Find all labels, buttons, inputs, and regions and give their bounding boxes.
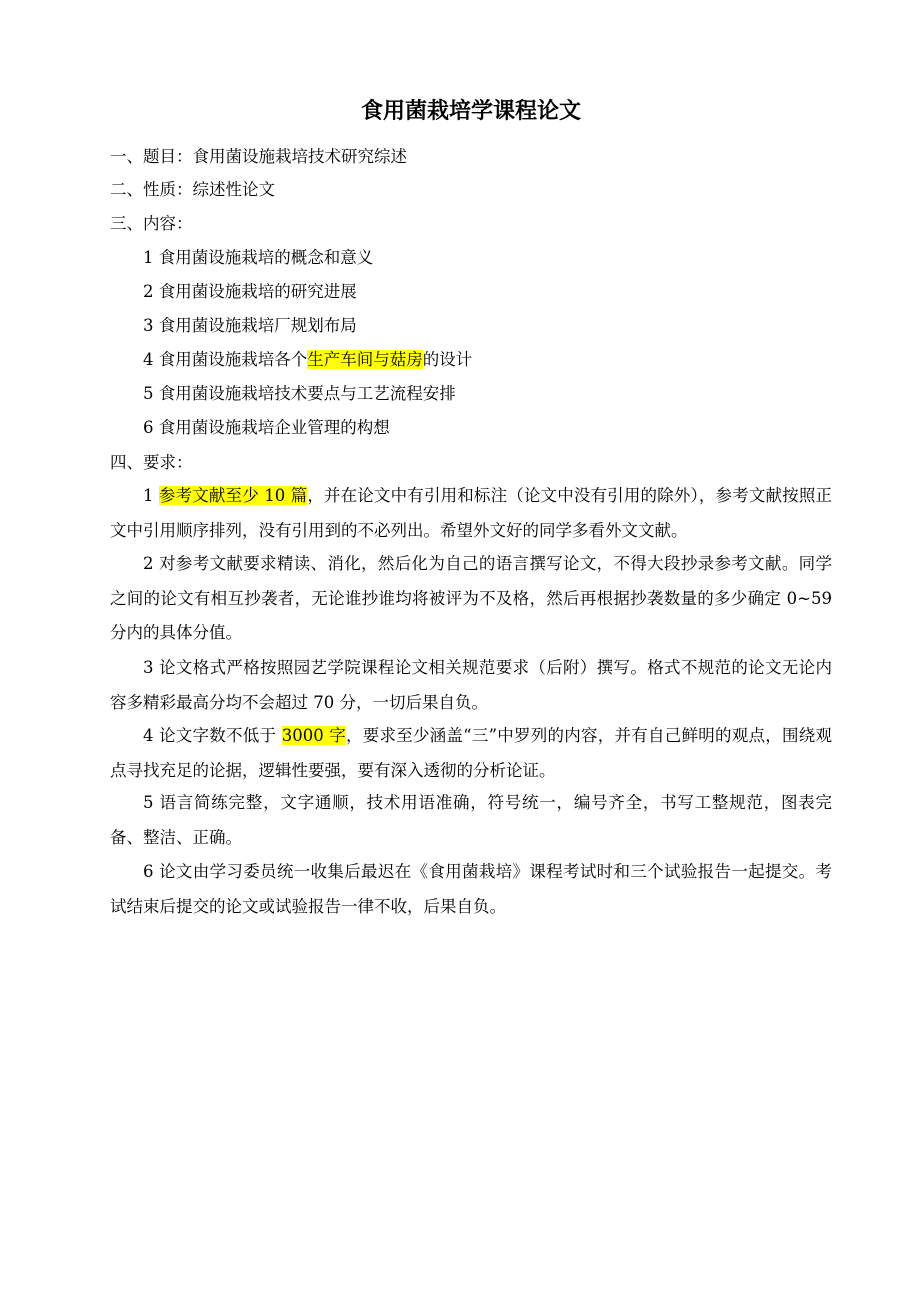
section-topic: 一、题目：食用菌设施栽培技术研究综述 xyxy=(110,147,407,166)
content-item-5: 5 食用菌设施栽培技术要点与工艺流程安排 xyxy=(143,384,456,403)
content-item-1: 1 食用菌设施栽培的概念和意义 xyxy=(143,248,374,267)
content-item-6: 6 食用菌设施栽培企业管理的构想 xyxy=(143,418,390,437)
content-item-4-pre: 4 食用菌设施栽培各个 xyxy=(143,350,308,369)
highlight-word-count: 3000 字 xyxy=(281,726,346,745)
requirement-4-pre: 4 论文字数不低于 xyxy=(143,726,282,745)
requirement-3: 3 论文格式严格按照园艺学院课程论文相关规范要求（后附）撰写。格式不规范的论文无论内容多精彩最高分均不会超过 70 分，一切后果自负。 xyxy=(110,658,832,712)
requirement-4 xyxy=(110,719,832,788)
requirement-1 xyxy=(110,479,832,548)
document-title: 食用菌栽培学课程论文 xyxy=(360,98,581,124)
highlight-references: 参考文献至少 10 篇 xyxy=(158,486,308,505)
requirement-5: 5 语言简练完整，文字通顺，技术用语准确，符号统一，编号齐全，书写工整规范，图表完备、整洁、正确。 xyxy=(110,793,832,847)
requirement-2: 2 对参考文献要求精读、消化，然后化为自己的语言撰写论文，不得大段抄录参考文献。同学之间的论文有相互抄袭者，无论谁抄谁均将被评为不及格，然后再根据抄袭数量的多少确定 0~59 分内的具体分值。 xyxy=(110,554,832,642)
highlight-production-rooms: 生产车间与菇房 xyxy=(307,350,423,369)
section-nature: 二、性质：综述性论文 xyxy=(110,180,275,199)
requirement-6: 6 论文由学习委员统一收集后最迟在《食用菌栽培》课程考试时和三个试验报告一起提交。考试结束后提交的论文或试验报告一律不收，后果自负。 xyxy=(110,862,832,916)
section-requirements-heading: 四、要求： xyxy=(110,453,193,472)
requirement-1-pre: 1 xyxy=(143,486,159,505)
requirement-4-post: ，要求至少涵盖“三”中罗列的内容，并有自己鲜明的观点，围绕观点寻找充足的论据，逻辑性要强，要有深入透彻的分析论证。 xyxy=(110,726,832,780)
content-item-2: 2 食用菌设施栽培的研究进展 xyxy=(143,282,357,301)
content-item-4-post: 的设计 xyxy=(422,350,473,369)
requirement-1-post: ，并在论文中有引用和标注（论文中没有引用的除外），参考文献按照正文中引用顺序排列，没有引用到的不必列出。希望外文好的同学多看外文文献。 xyxy=(110,486,832,540)
section-content-heading: 三、内容： xyxy=(110,214,193,233)
content-item-3: 3 食用菌设施栽培厂规划布局 xyxy=(143,316,357,335)
content-item-4 xyxy=(143,348,472,372)
